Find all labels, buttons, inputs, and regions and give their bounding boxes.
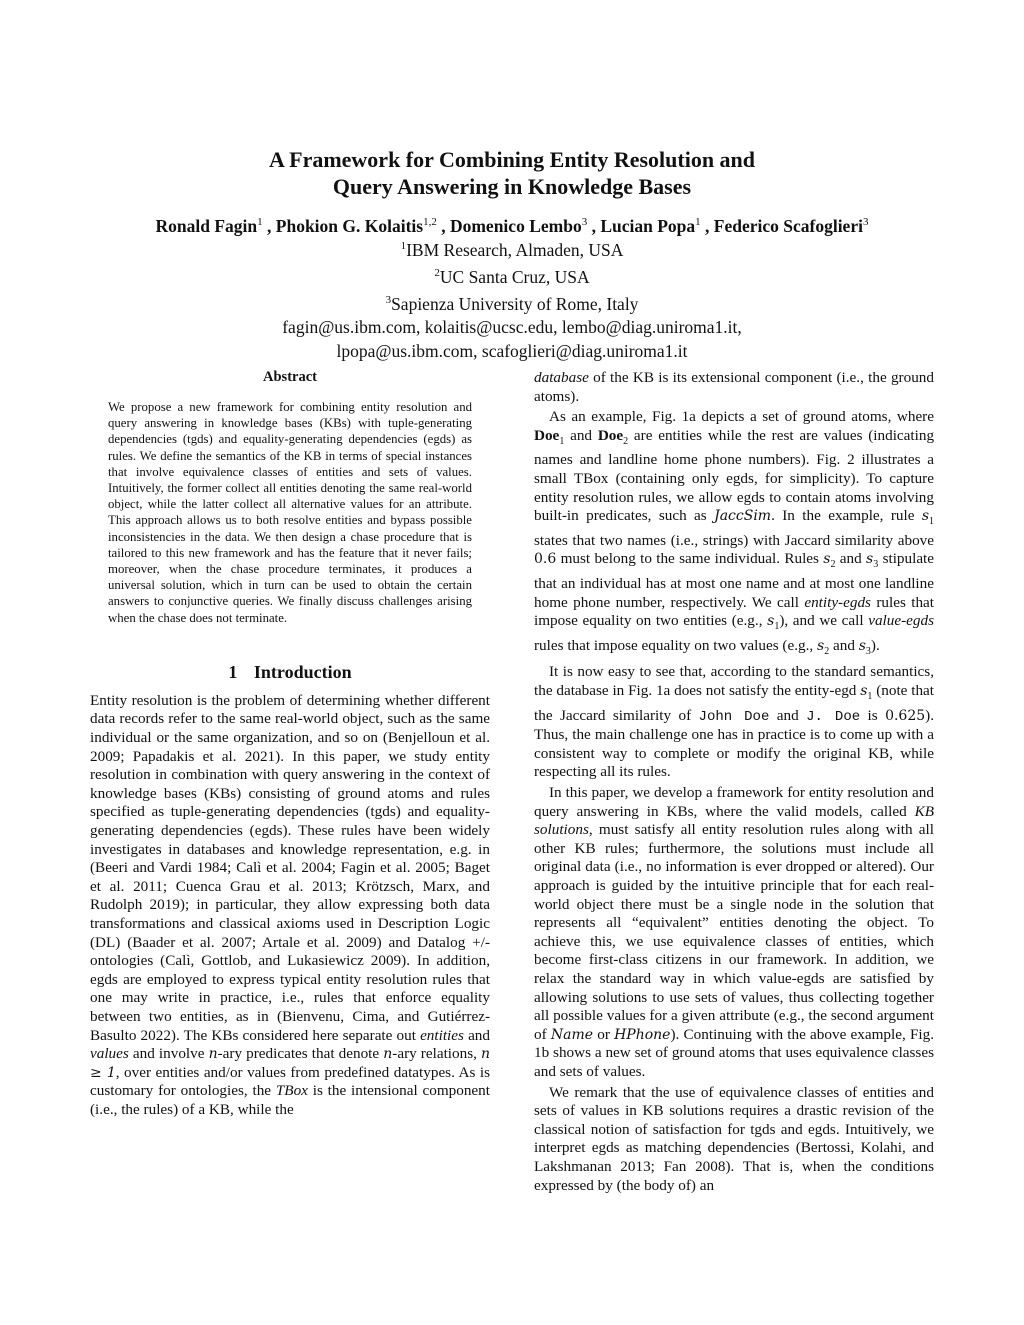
- author-affiliation-marker: 3: [581, 216, 588, 228]
- intro-paragraph-1: Entity resolution is the problem of determining whether different data records refer to the same real-world object, such as the same individual or the same organization, and so on (Benjelloun et al. 2009; Papadakis et al. 2021). In this paper, we study entity resolution in combination with query answering in the context of knowledge bases (KBs) consisting of ground atoms and rules specified as tuple-generating dependencies (tgds) and equality-generating dependencies (egds). These rules have been widely investigates in databases and knowledge representation, e.g. in (Beeri and Vardi 1984; Calì et al. 2004; Fagin et al. 2005; Baget et al. 2011; Cuenca Grau et al. 2013; Krötzsch, Marx, and Rudolph 2019); in particular, they allow expressing both data transformations and classical axioms used in Description Logic (DL) (Baader et al. 2007; Artale et al. 2009) and Datalog +/- ontologies (Calì, Gottlob, and Lukasiewicz 2009). In addition, egds are employed to express typical entity resolution rules that one may write in practice, i.e., rules that enforce equality between two entities, as in (Bienvenu, Cima, and Gutiérrez-Basulto 2022). The KBs considered here separate out entities and values and involve n-ary predicates that denote n-ary relations, n ≥ 1, over entities and/or values from predefined datatypes. As is customary for ontologies, the TBox is the intensional component (i.e., the rules) of a KB, while the: [90, 691, 491, 1118]
- intro-paragraph-1-continued: database of the KB is its extensional component (i.e., the ground atoms).: [534, 369, 934, 405]
- section-heading-introduction: [90, 662, 490, 683]
- title-line-2: Query Answering in Knowledge Bases: [332, 174, 692, 199]
- email-line-2: lpopa@us.ibm.com, scafoglieri@diag.uniroma1.it: [336, 340, 688, 361]
- author-affiliation-marker: 1,2: [423, 216, 437, 228]
- affiliation-number: 1: [400, 240, 407, 252]
- author-name: Phokion G. Kolaitis: [275, 215, 424, 236]
- title-line-1: A Framework for Combining Entity Resolution and: [268, 147, 756, 172]
- intro-paragraph-2: As an example, Fig. 1a depicts a set of ground atoms, where Doe$_1$ and Doe$_2$ are entities while the rest are values (indicating names and landline home phone numbers). Fig. 2 illustrates a small TBox (containing only egds, for simplicity). To capture entity resolution rules, we allow egds to contain atoms involving built-in predicates, such as JaccSim. In the example, rule $s_1$ states that two names (i.e., strings) with Jaccard similarity above 0.6 must belong to the same individual. Rules $s_2$ and $s_3$ stipulate that an individual has at most one name and at most one landline home phone number, respectively. We call entity-egds rules that impose equality on two entities (e.g., $s_1$), and we call value-egds rules that impose equality on two values (e.g., $s_2$ and $s_3$).: [534, 408, 935, 657]
- author-list: Ronald Fagin$^1$ , Phokion G. Kolaitis$^{1,2}$ , Domenico Lembo$^3$ , Lucian Popa$^1$ , Federico Scafoglieri$^3$: [155, 215, 869, 236]
- author-affiliation-marker: 1: [695, 216, 701, 228]
- intro-paragraph-5: We remark that the use of equivalence classes of entities and sets of values in KB solutions requires a drastic revision of the classical notion of satisfaction for tgds and egds. Intuitively, we interpret egds as matching dependencies (Bertossi, Kolahi, and Lakshmanan 2013; Fan 2008). That is, when the conditions expressed by (the body of) an: [534, 1083, 934, 1194]
- abstract-heading: Abstract: [263, 369, 317, 385]
- intro-paragraph-4: In this paper, we develop a framework for entity resolution and query answering in KBs, where the valid models, called KB solutions, must satisfy all entity resolution rules along with all other KB rules; furthermore, the solutions must include all original data (i.e., no information is ever dropped or altered). Our approach is guided by the intuitive principle that for each real-world object there must be a single node in the solution that represents all “equivalent” entities denoting the object. To achieve this, we use equivalence classes of entities, which become first-class citizens in our framework. In addition, we relax the standard way in which value-egds are satisfied by allowing solutions to use sets of values, thus collecting together all possible values for a given attribute (e.g., the second argument of Name or HPhone). Continuing with the above example, Fig. 1b shows a new set of ground atoms that uses equivalence classes and sets of values.: [534, 784, 935, 1080]
- affiliation-number: 2: [434, 267, 440, 280]
- affiliation-text: UC Santa Cruz, USA: [439, 266, 590, 287]
- right-column: [534, 369, 934, 1195]
- section-title: Introduction: [253, 661, 352, 682]
- affiliations: [0, 235, 1024, 363]
- author-affiliation-marker: 1: [257, 216, 263, 228]
- affiliation-line: [0, 262, 1024, 289]
- left-column: [90, 369, 490, 1120]
- affiliation-text: Sapienza University of Rome, Italy: [391, 294, 639, 315]
- author-name: Ronald Fagin: [155, 215, 258, 236]
- affiliation-line: [0, 289, 1024, 316]
- affiliation-text: IBM Research, Almaden, USA: [406, 239, 624, 260]
- affiliation-line: [0, 235, 1024, 262]
- author-name: Domenico Lembo: [449, 215, 582, 236]
- intro-paragraph-3: It is now easy to see that, according to the standard semantics, the database in Fig. 1a does not satisfy the entity-egd $s_1$ (note that the Jaccard similarity of John Doe and J. Doe is 0.625). Thus, the main challenge one has in practice is to come up with a consistent way to complete or modify the original KB, while respecting all its rules.: [534, 663, 935, 781]
- paper-title: [0, 146, 1024, 200]
- author-affiliation-marker: 3: [862, 216, 869, 228]
- affiliation-number: 3: [385, 294, 392, 307]
- email-line-1: fagin@us.ibm.com, kolaitis@ucsc.edu, lembo@diag.uniroma1.it,: [282, 317, 742, 338]
- abstract-text: We propose a new framework for combining entity resolution and query answering in knowledge bases (KBs) with tuple-generating dependencies (tgds) and equality-generating dependencies (egds) as rules. We define the semantics of the KB in terms of special instances that involve equivalence classes of entities and sets of values. Intuitively, the former collect all entities denoting the same real-world object, while the latter collect all alternative values for an attribute. This approach allows us to both resolve entities and bypass possible inconsistencies in the data. We then design a chase procedure that is tailored to this new framework and has the feature that it never fails; moreover, when the chase procedure terminates, it produces a universal solution, which in turn can be used to obtain the certain answers to conjunctive queries. We finally discuss challenges arising when the chase does not terminate.: [108, 400, 472, 625]
- section-number: 1: [228, 661, 238, 682]
- author-name: Federico Scafoglieri: [713, 215, 863, 236]
- author-name: Lucian Popa: [600, 215, 696, 236]
